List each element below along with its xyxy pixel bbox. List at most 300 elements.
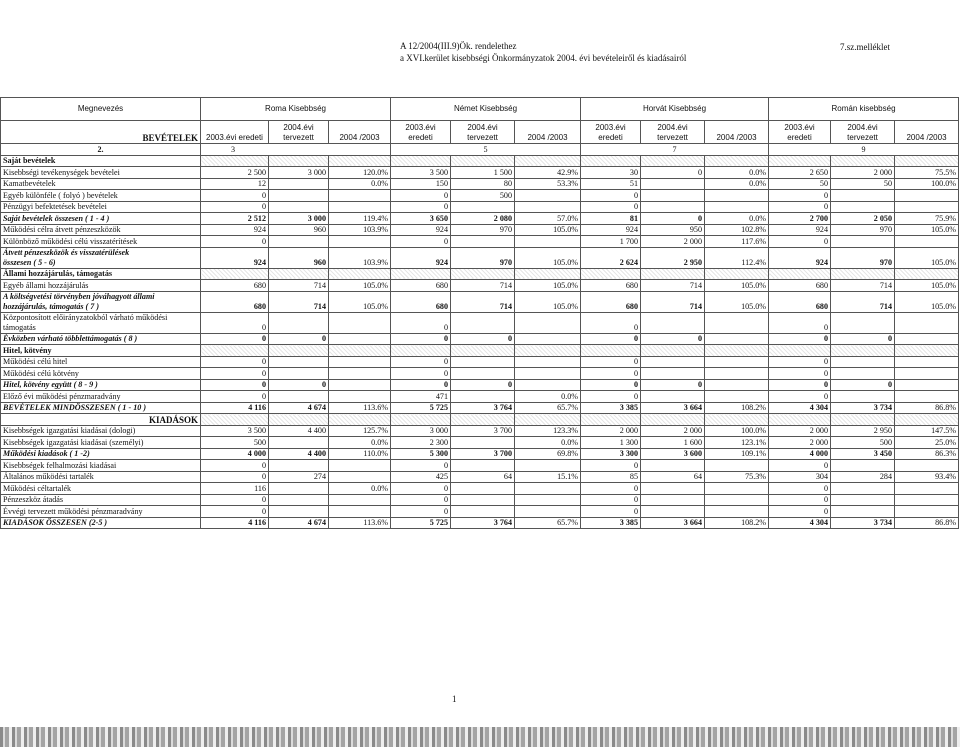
table-cell bbox=[515, 483, 581, 495]
table-cell bbox=[329, 312, 391, 333]
table-cell: 0 bbox=[769, 190, 831, 202]
table-cell: 105.0% bbox=[329, 291, 391, 312]
table-cell bbox=[705, 312, 769, 333]
table-cell bbox=[329, 506, 391, 518]
table-cell: 102.8% bbox=[705, 224, 769, 236]
table-cell: 103.9% bbox=[329, 224, 391, 236]
table-cell: 680 bbox=[391, 291, 451, 312]
table-cell: 3 000 bbox=[391, 425, 451, 437]
col-nemet-2003: 2003.évi eredeti bbox=[391, 121, 451, 144]
table-cell: 64 bbox=[641, 471, 705, 483]
table-cell bbox=[329, 201, 391, 213]
table-cell: 0 bbox=[769, 201, 831, 213]
table-cell: 3 734 bbox=[831, 402, 895, 414]
table-row bbox=[1, 167, 959, 179]
table-cell: 0 bbox=[769, 356, 831, 368]
table-cell bbox=[269, 483, 329, 495]
table-cell: 0 bbox=[201, 379, 269, 391]
table-cell: 960 bbox=[269, 247, 329, 268]
document-header bbox=[400, 40, 686, 64]
table-cell bbox=[895, 494, 959, 506]
table-cell bbox=[895, 379, 959, 391]
table-cell: 0 bbox=[581, 333, 641, 345]
table-cell bbox=[895, 312, 959, 333]
table-cell bbox=[831, 368, 895, 380]
table-cell bbox=[515, 506, 581, 518]
table-cell bbox=[269, 155, 329, 167]
table-cell: 4 116 bbox=[201, 402, 269, 414]
table-cell: 0 bbox=[391, 460, 451, 472]
table-cell: 960 bbox=[269, 224, 329, 236]
table-cell: 0 bbox=[201, 312, 269, 333]
row-label: Kisebbségek felhalmozási kiadásai bbox=[1, 460, 201, 472]
table-cell: 3 000 bbox=[269, 167, 329, 179]
row-label: Előző évi működési pénzmaradvány bbox=[1, 391, 201, 403]
table-cell bbox=[831, 414, 895, 426]
table-cell bbox=[515, 345, 581, 357]
row-label: Működési céltartalék bbox=[1, 483, 201, 495]
table-cell bbox=[269, 460, 329, 472]
table-cell bbox=[269, 368, 329, 380]
table-cell bbox=[201, 345, 269, 357]
table-cell: 0 bbox=[581, 379, 641, 391]
table-cell bbox=[329, 345, 391, 357]
table-cell: 116 bbox=[201, 483, 269, 495]
row-label: Állami hozzájárulás, támogatás bbox=[1, 268, 201, 280]
table-cell: 0 bbox=[391, 312, 451, 333]
table-cell bbox=[329, 268, 391, 280]
col-roman-2003: 2003.évi eredeti bbox=[769, 121, 831, 144]
table-cell: 680 bbox=[581, 280, 641, 292]
table-cell bbox=[581, 414, 641, 426]
table-cell: 3 000 bbox=[269, 213, 329, 225]
table-cell bbox=[269, 345, 329, 357]
table-row bbox=[1, 280, 959, 292]
table-cell: 2 650 bbox=[769, 167, 831, 179]
header-horvat: Horvát Kisebbség bbox=[581, 98, 769, 121]
row-label: Pénzeszköz átadás bbox=[1, 494, 201, 506]
table-cell bbox=[705, 414, 769, 426]
table-cell: 970 bbox=[451, 247, 515, 268]
row-label: Kisebbségek igazgatási kiadásai (személyi) bbox=[1, 437, 201, 449]
row-label: KIADÁSOK bbox=[1, 414, 201, 426]
table-cell: 123.3% bbox=[515, 425, 581, 437]
col-horvat-2004: 2004.évi tervezett bbox=[641, 121, 705, 144]
table-row bbox=[1, 460, 959, 472]
table-cell bbox=[769, 414, 831, 426]
table-cell: 0 bbox=[581, 494, 641, 506]
table-cell bbox=[269, 391, 329, 403]
table-cell: 2 000 bbox=[769, 425, 831, 437]
row-label: BEVÉTELEK MINDÖSSZESEN ( 1 - 10 ) bbox=[1, 402, 201, 414]
table-cell bbox=[705, 155, 769, 167]
table-cell bbox=[831, 345, 895, 357]
table-cell: 113.6% bbox=[329, 517, 391, 529]
table-cell: 1 300 bbox=[581, 437, 641, 449]
table-cell: 93.4% bbox=[895, 471, 959, 483]
table-cell bbox=[515, 155, 581, 167]
table-cell bbox=[451, 437, 515, 449]
table-cell: 0 bbox=[831, 379, 895, 391]
table-cell: 30 bbox=[581, 167, 641, 179]
column-header-row bbox=[1, 121, 959, 144]
table-cell: 0 bbox=[201, 471, 269, 483]
annex-label: 7.sz.melléklet bbox=[840, 42, 890, 52]
row-label: Pénzügyi befektetések bevételei bbox=[1, 201, 201, 213]
table-cell: 123.1% bbox=[705, 437, 769, 449]
table-cell: 147.5% bbox=[895, 425, 959, 437]
row-label: Működési célú hitel bbox=[1, 356, 201, 368]
table-row bbox=[1, 345, 959, 357]
table-cell bbox=[831, 494, 895, 506]
table-cell: 0 bbox=[581, 506, 641, 518]
table-cell: 0 bbox=[641, 167, 705, 179]
document-subtitle: a XVI.kerület kisebbségi Önkormányzatok 2004. évi bevételeiről és kiadásairól bbox=[400, 53, 687, 63]
table-cell: 80 bbox=[451, 178, 515, 190]
table-cell: 5 725 bbox=[391, 517, 451, 529]
table-row bbox=[1, 201, 959, 213]
table-cell: 680 bbox=[391, 280, 451, 292]
table-cell bbox=[895, 506, 959, 518]
table-cell: 2 624 bbox=[581, 247, 641, 268]
header-roma: Roma Kisebbség bbox=[201, 98, 391, 121]
table-cell bbox=[705, 356, 769, 368]
table-cell bbox=[269, 437, 329, 449]
table-cell bbox=[705, 333, 769, 345]
table-cell: 3 734 bbox=[831, 517, 895, 529]
col-horvat-2003: 2003.évi eredeti bbox=[581, 121, 641, 144]
table-cell bbox=[329, 190, 391, 202]
table-cell: 5 300 bbox=[391, 448, 451, 460]
table-row bbox=[1, 391, 959, 403]
table-row bbox=[1, 312, 959, 333]
table-cell bbox=[895, 236, 959, 248]
table-cell bbox=[895, 460, 959, 472]
table-cell: 4 116 bbox=[201, 517, 269, 529]
table-cell bbox=[515, 494, 581, 506]
table-cell bbox=[451, 506, 515, 518]
table-cell bbox=[641, 201, 705, 213]
table-cell: 81 bbox=[581, 213, 641, 225]
table-cell: 1 600 bbox=[641, 437, 705, 449]
table-cell: 284 bbox=[831, 471, 895, 483]
table-row bbox=[1, 517, 959, 529]
group-header-row bbox=[1, 98, 959, 121]
table-cell: 2 300 bbox=[391, 437, 451, 449]
table-row bbox=[1, 414, 959, 426]
table-cell: 0 bbox=[201, 494, 269, 506]
table-cell bbox=[705, 190, 769, 202]
table-cell: 0 bbox=[201, 333, 269, 345]
table-row bbox=[1, 494, 959, 506]
table-cell: 924 bbox=[769, 224, 831, 236]
table-cell: 0 bbox=[769, 333, 831, 345]
table-cell: 0 bbox=[769, 312, 831, 333]
table-cell bbox=[515, 201, 581, 213]
table-cell: 86.3% bbox=[895, 448, 959, 460]
table-cell bbox=[451, 494, 515, 506]
table-cell bbox=[329, 414, 391, 426]
table-row bbox=[1, 213, 959, 225]
table-cell: 75.3% bbox=[705, 471, 769, 483]
table-cell: 680 bbox=[201, 291, 269, 312]
table-cell: 105.0% bbox=[515, 247, 581, 268]
table-cell: 0 bbox=[201, 391, 269, 403]
table-cell: 15.1% bbox=[515, 471, 581, 483]
table-cell: 85 bbox=[581, 471, 641, 483]
table-cell: 12 bbox=[201, 178, 269, 190]
scan-noise-strip bbox=[0, 727, 960, 747]
col-nemet-ratio: 2004 /2003 bbox=[515, 121, 581, 144]
table-cell: 105.0% bbox=[515, 291, 581, 312]
table-cell: 3 764 bbox=[451, 517, 515, 529]
table-cell: 0.0% bbox=[329, 178, 391, 190]
table-cell bbox=[269, 236, 329, 248]
table-cell: 110.0% bbox=[329, 448, 391, 460]
table-cell: 50 bbox=[831, 178, 895, 190]
table-cell bbox=[641, 345, 705, 357]
table-cell: 0.0% bbox=[515, 391, 581, 403]
table-cell: 714 bbox=[831, 280, 895, 292]
table-cell: 0 bbox=[269, 379, 329, 391]
table-cell bbox=[201, 268, 269, 280]
table-cell: 4 674 bbox=[269, 517, 329, 529]
table-cell: 0 bbox=[769, 391, 831, 403]
table-cell bbox=[391, 268, 451, 280]
table-cell bbox=[451, 268, 515, 280]
table-cell: 274 bbox=[269, 471, 329, 483]
table-cell bbox=[515, 190, 581, 202]
table-cell bbox=[895, 356, 959, 368]
table-cell bbox=[705, 368, 769, 380]
table-cell: 0 bbox=[391, 236, 451, 248]
decree-reference: A 12/2004(III.9)Ök. rendelethez bbox=[400, 41, 517, 51]
table-cell: 924 bbox=[391, 247, 451, 268]
table-cell bbox=[451, 312, 515, 333]
table-cell bbox=[269, 312, 329, 333]
table-cell: 500 bbox=[451, 190, 515, 202]
table-cell: 103.9% bbox=[329, 247, 391, 268]
table-cell: 0 bbox=[269, 333, 329, 345]
table-cell bbox=[329, 356, 391, 368]
table-row bbox=[1, 247, 959, 268]
table-cell bbox=[895, 155, 959, 167]
table-cell: 3 664 bbox=[641, 402, 705, 414]
table-cell: 950 bbox=[641, 224, 705, 236]
table-cell: 4 304 bbox=[769, 517, 831, 529]
table-cell: 2 000 bbox=[641, 236, 705, 248]
table-cell: 105.0% bbox=[895, 291, 959, 312]
table-cell: 0 bbox=[769, 236, 831, 248]
table-cell: 0 bbox=[391, 368, 451, 380]
row-label: Működési célra átvett pénzeszközök bbox=[1, 224, 201, 236]
col-roman-2004: 2004.évi tervezett bbox=[831, 121, 895, 144]
table-cell bbox=[705, 345, 769, 357]
table-row bbox=[1, 437, 959, 449]
table-cell: 3 664 bbox=[641, 517, 705, 529]
table-cell bbox=[705, 494, 769, 506]
header-description: Megnevezés bbox=[1, 98, 201, 121]
index-cell: 7 bbox=[581, 144, 769, 156]
table-cell: 4 304 bbox=[769, 402, 831, 414]
table-cell bbox=[269, 414, 329, 426]
table-cell bbox=[705, 483, 769, 495]
table-row bbox=[1, 471, 959, 483]
table-cell bbox=[769, 268, 831, 280]
table-cell bbox=[515, 356, 581, 368]
table-cell: 4 000 bbox=[201, 448, 269, 460]
table-cell: 0 bbox=[641, 379, 705, 391]
row-label: A költségvetési törvényben jóváhagyott állami hozzájárulás, támogatás ( 7 ) bbox=[1, 291, 201, 312]
table-cell: 714 bbox=[641, 280, 705, 292]
table-row bbox=[1, 402, 959, 414]
table-row bbox=[1, 379, 959, 391]
table-cell bbox=[269, 356, 329, 368]
table-cell bbox=[641, 506, 705, 518]
table-row bbox=[1, 268, 959, 280]
table-row bbox=[1, 178, 959, 190]
table-cell bbox=[641, 460, 705, 472]
table-cell: 112.4% bbox=[705, 247, 769, 268]
table-cell: 0 bbox=[581, 483, 641, 495]
table-cell bbox=[831, 201, 895, 213]
table-cell bbox=[201, 414, 269, 426]
table-cell bbox=[831, 190, 895, 202]
row-label: Központosított előirányzatokból várható működési támogatás bbox=[1, 312, 201, 333]
table-cell: 0 bbox=[581, 391, 641, 403]
table-cell: 500 bbox=[201, 437, 269, 449]
table-cell: 3 300 bbox=[581, 448, 641, 460]
table-cell bbox=[515, 236, 581, 248]
table-cell bbox=[895, 190, 959, 202]
table-cell bbox=[641, 190, 705, 202]
table-cell: 3 600 bbox=[641, 448, 705, 460]
table-cell bbox=[705, 379, 769, 391]
table-cell: 0.0% bbox=[705, 178, 769, 190]
table-cell bbox=[895, 201, 959, 213]
row-label: Általános működési tartalék bbox=[1, 471, 201, 483]
table-cell: 0 bbox=[831, 333, 895, 345]
table-row bbox=[1, 291, 959, 312]
table-cell: 0 bbox=[201, 506, 269, 518]
table-cell: 5 725 bbox=[391, 402, 451, 414]
table-cell bbox=[705, 391, 769, 403]
table-row bbox=[1, 506, 959, 518]
table-cell: 924 bbox=[769, 247, 831, 268]
index-cell: 2. bbox=[1, 144, 201, 156]
table-cell: 0 bbox=[641, 333, 705, 345]
table-cell bbox=[831, 506, 895, 518]
table-cell bbox=[895, 333, 959, 345]
table-cell: 65.7% bbox=[515, 402, 581, 414]
table-cell: 0 bbox=[391, 379, 451, 391]
table-cell bbox=[451, 460, 515, 472]
header-nemet: Német Kisebbség bbox=[391, 98, 581, 121]
table-cell: 2 950 bbox=[831, 425, 895, 437]
table-cell bbox=[895, 391, 959, 403]
table-cell: 65.7% bbox=[515, 517, 581, 529]
table-cell bbox=[269, 201, 329, 213]
table-cell: 0 bbox=[769, 506, 831, 518]
table-cell bbox=[831, 391, 895, 403]
table-cell bbox=[329, 379, 391, 391]
table-cell: 0 bbox=[581, 368, 641, 380]
table-cell bbox=[329, 471, 391, 483]
table-cell bbox=[831, 268, 895, 280]
table-cell bbox=[641, 155, 705, 167]
table-cell: 0 bbox=[769, 483, 831, 495]
table-cell: 75.9% bbox=[895, 213, 959, 225]
table-cell: 0 bbox=[769, 494, 831, 506]
table-row bbox=[1, 236, 959, 248]
table-cell: 3 500 bbox=[201, 425, 269, 437]
col-roma-ratio: 2004 /2003 bbox=[329, 121, 391, 144]
table-cell: 0 bbox=[201, 201, 269, 213]
table-cell: 0 bbox=[581, 190, 641, 202]
table-cell bbox=[391, 155, 451, 167]
table-cell: 680 bbox=[769, 280, 831, 292]
table-cell bbox=[769, 155, 831, 167]
col-nemet-2004: 2004.évi tervezett bbox=[451, 121, 515, 144]
table-cell: 304 bbox=[769, 471, 831, 483]
table-cell: 75.5% bbox=[895, 167, 959, 179]
table-cell: 714 bbox=[451, 280, 515, 292]
budget-table bbox=[0, 97, 959, 529]
table-cell: 117.6% bbox=[705, 236, 769, 248]
table-cell: 0 bbox=[451, 333, 515, 345]
table-cell bbox=[641, 268, 705, 280]
table-cell: 100.0% bbox=[895, 178, 959, 190]
table-cell: 0 bbox=[581, 356, 641, 368]
table-cell: 42.9% bbox=[515, 167, 581, 179]
table-cell: 924 bbox=[391, 224, 451, 236]
table-cell bbox=[451, 368, 515, 380]
table-cell: 471 bbox=[391, 391, 451, 403]
col-roma-2003: 2003.évi eredeti bbox=[201, 121, 269, 144]
table-cell: 105.0% bbox=[895, 280, 959, 292]
table-cell: 3 500 bbox=[391, 167, 451, 179]
table-cell: 0.0% bbox=[329, 483, 391, 495]
table-cell: 0 bbox=[201, 190, 269, 202]
table-cell: 113.6% bbox=[329, 402, 391, 414]
table-row bbox=[1, 448, 959, 460]
table-cell bbox=[269, 494, 329, 506]
table-cell bbox=[581, 155, 641, 167]
table-cell: 4 400 bbox=[269, 425, 329, 437]
page-number: 1 bbox=[452, 694, 457, 704]
table-cell bbox=[895, 268, 959, 280]
table-cell: 105.0% bbox=[515, 280, 581, 292]
table-cell: 1 500 bbox=[451, 167, 515, 179]
row-label: Különböző működési célú visszatérítések bbox=[1, 236, 201, 248]
table-cell: 714 bbox=[269, 280, 329, 292]
table-cell: 2 080 bbox=[451, 213, 515, 225]
table-cell bbox=[329, 460, 391, 472]
table-cell: 2 512 bbox=[201, 213, 269, 225]
table-cell bbox=[329, 155, 391, 167]
table-cell bbox=[705, 201, 769, 213]
table-cell bbox=[269, 268, 329, 280]
table-cell: 0 bbox=[581, 460, 641, 472]
table-cell: 108.2% bbox=[705, 517, 769, 529]
table-cell bbox=[831, 236, 895, 248]
table-cell: 109.1% bbox=[705, 448, 769, 460]
table-row bbox=[1, 356, 959, 368]
table-row bbox=[1, 224, 959, 236]
table-cell: 0 bbox=[391, 201, 451, 213]
table-cell: 0 bbox=[769, 368, 831, 380]
table-cell bbox=[831, 460, 895, 472]
